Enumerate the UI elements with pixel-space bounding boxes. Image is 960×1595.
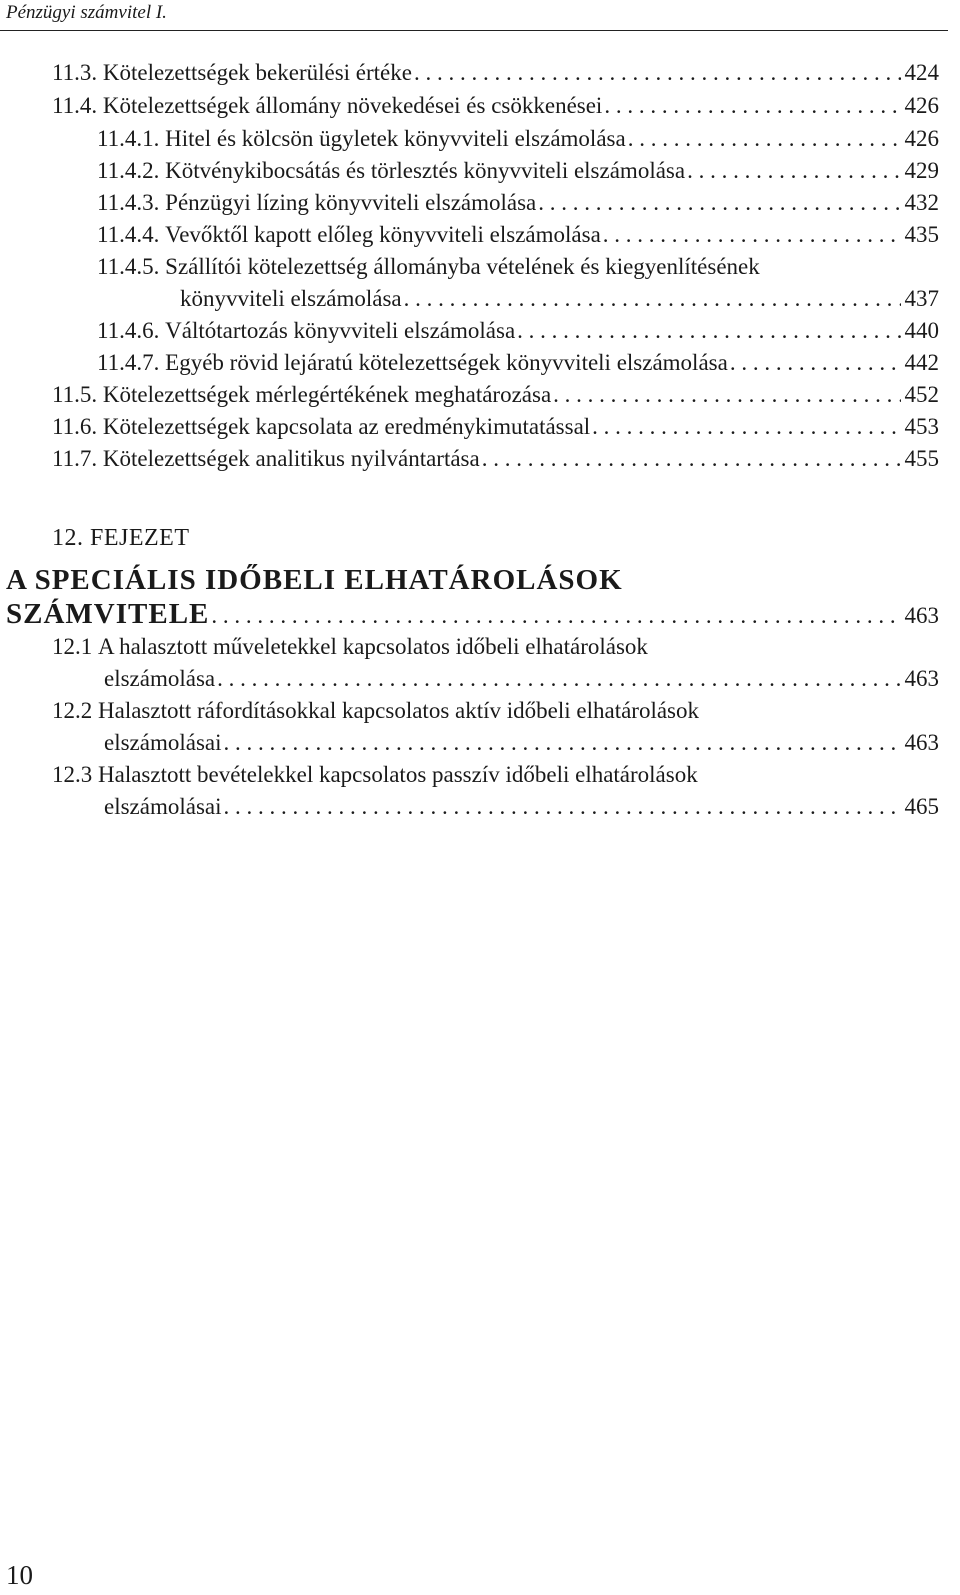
entry-title: Kötelezettségek állomány növekedései és csökkenései [102, 93, 603, 118]
entry-number: 11.3. [52, 60, 98, 85]
entry-title: Kötelezettségek mérlegértékének meghatározása [102, 382, 552, 407]
toc-entry-11-4-6[interactable] [97, 318, 939, 344]
toc-entry-12-2[interactable] [104, 730, 939, 756]
leader-dots [211, 603, 900, 629]
toc-entry-12-1[interactable] [104, 666, 939, 692]
toc-entry-11-3[interactable] [52, 60, 939, 86]
running-head: Pénzügyi számvitel I. [6, 2, 167, 23]
entry-page: 453 [904, 414, 939, 439]
chapter-title-line1: A SPECIÁLIS IDŐBELI ELHATÁROLÁSOK [6, 564, 623, 596]
entry-page: 435 [904, 222, 939, 247]
entry-number: 11.4. [52, 93, 98, 118]
entry-title-line1: A halasztott műveletekkel kapcsolatos időbeli elhatárolások [98, 634, 648, 659]
chapter-label: 12. FEJEZET [52, 525, 190, 551]
entry-number: 11.4.4. [97, 222, 160, 247]
toc-entry-11-4-5[interactable] [180, 286, 939, 312]
page-number: 10 [6, 1560, 33, 1590]
entry-page: 463 [904, 730, 939, 755]
entry-title: Pénzügyi lízing könyvviteli elszámolása [165, 190, 537, 215]
leader-dots [538, 190, 900, 216]
entry-title: elszámolásai [104, 794, 222, 819]
chapter-title-line2: SZÁMVITELE [6, 598, 210, 630]
leader-dots [482, 446, 901, 472]
entry-number: 11.4.6. [97, 318, 160, 343]
toc-entry-11-5[interactable] [52, 382, 939, 408]
entry-title: könyvviteli elszámolása [180, 286, 402, 311]
entry-page: 455 [904, 446, 939, 471]
toc-entry-11-4-4[interactable] [97, 222, 939, 248]
entry-number: 11.4.3. [97, 190, 160, 215]
leader-dots [730, 350, 901, 376]
toc-entry-11-6[interactable] [52, 414, 939, 440]
leader-dots [553, 382, 900, 408]
toc-entry-11-4-3[interactable] [97, 190, 939, 216]
leader-dots [628, 126, 901, 152]
entry-title: elszámolása [104, 666, 216, 691]
entry-title: Kötelezettségek bekerülési értéke [102, 60, 412, 85]
toc-entry-11-4-5-line1[interactable] [97, 254, 760, 280]
entry-page: 463 [904, 666, 939, 691]
entry-page: 429 [904, 158, 939, 183]
entry-page: 426 [904, 93, 939, 118]
toc-entry-11-4-2[interactable] [97, 158, 939, 184]
entry-title: Egyéb rövid lejáratú kötelezettségek könyvviteli elszámolása [165, 350, 728, 375]
entry-number: 11.4.5. [97, 254, 160, 279]
entry-page: 432 [904, 190, 939, 215]
entry-number: 12.2 [52, 698, 93, 723]
leader-dots [217, 666, 900, 692]
toc-entry-11-4[interactable] [52, 93, 939, 119]
entry-title: Kötelezettségek analitikus nyilvántartása [102, 446, 480, 471]
leader-dots [592, 414, 900, 440]
entry-title: Kötelezettségek kapcsolata az eredménykimutatással [102, 414, 591, 439]
entry-title: Váltótartozás könyvviteli elszámolása [165, 318, 516, 343]
chapter-title-entry[interactable] [6, 598, 939, 631]
entry-title: Hitel és kölcsön ügyletek könyvviteli elszámolása [165, 126, 626, 151]
entry-page: 463 [904, 603, 939, 628]
toc-entry-12-1-line1[interactable] [52, 634, 648, 660]
header-rule [0, 30, 948, 31]
entry-title-line1: Halasztott ráfordításokkal kapcsolatos aktív időbeli elhatárolások [98, 698, 700, 723]
entry-page: 440 [904, 318, 939, 343]
entry-title: Kötvénykibocsátás és törlesztés könyvviteli elszámolása [165, 158, 686, 183]
entry-title: elszámolásai [104, 730, 222, 755]
leader-dots [604, 93, 900, 119]
leader-dots [603, 222, 901, 248]
entry-title-line1: Halasztott bevételekkel kapcsolatos passzív időbeli elhatárolások [98, 762, 698, 787]
toc-entry-12-3-line1[interactable] [52, 762, 698, 788]
entry-page: 452 [904, 382, 939, 407]
toc-entry-12-2-line1[interactable] [52, 698, 699, 724]
toc-entry-12-3[interactable] [104, 794, 939, 820]
entry-number: 11.7. [52, 446, 98, 471]
toc-entry-11-4-1[interactable] [97, 126, 939, 152]
entry-number: 11.5. [52, 382, 98, 407]
toc-entry-11-7[interactable] [52, 446, 939, 472]
entry-page: 442 [904, 350, 939, 375]
entry-number: 11.4.7. [97, 350, 160, 375]
leader-dots [414, 60, 901, 86]
leader-dots [687, 158, 900, 184]
entry-number: 12.3 [52, 762, 93, 787]
entry-page: 437 [904, 286, 939, 311]
entry-page: 465 [904, 794, 939, 819]
toc-entry-11-4-7[interactable] [97, 350, 939, 376]
leader-dots [404, 286, 901, 312]
leader-dots [517, 318, 900, 344]
entry-page: 424 [904, 60, 939, 85]
entry-number: 11.4.1. [97, 126, 160, 151]
entry-page: 426 [904, 126, 939, 151]
entry-number: 11.6. [52, 414, 98, 439]
leader-dots [224, 730, 901, 756]
leader-dots [224, 794, 901, 820]
entry-number: 11.4.2. [97, 158, 160, 183]
entry-number: 12.1 [52, 634, 93, 659]
entry-title: Vevőktől kapott előleg könyvviteli elszámolása [165, 222, 601, 247]
entry-title-line1: Szállítói kötelezettség állományba vételének és kiegyenlítésének [165, 254, 760, 279]
